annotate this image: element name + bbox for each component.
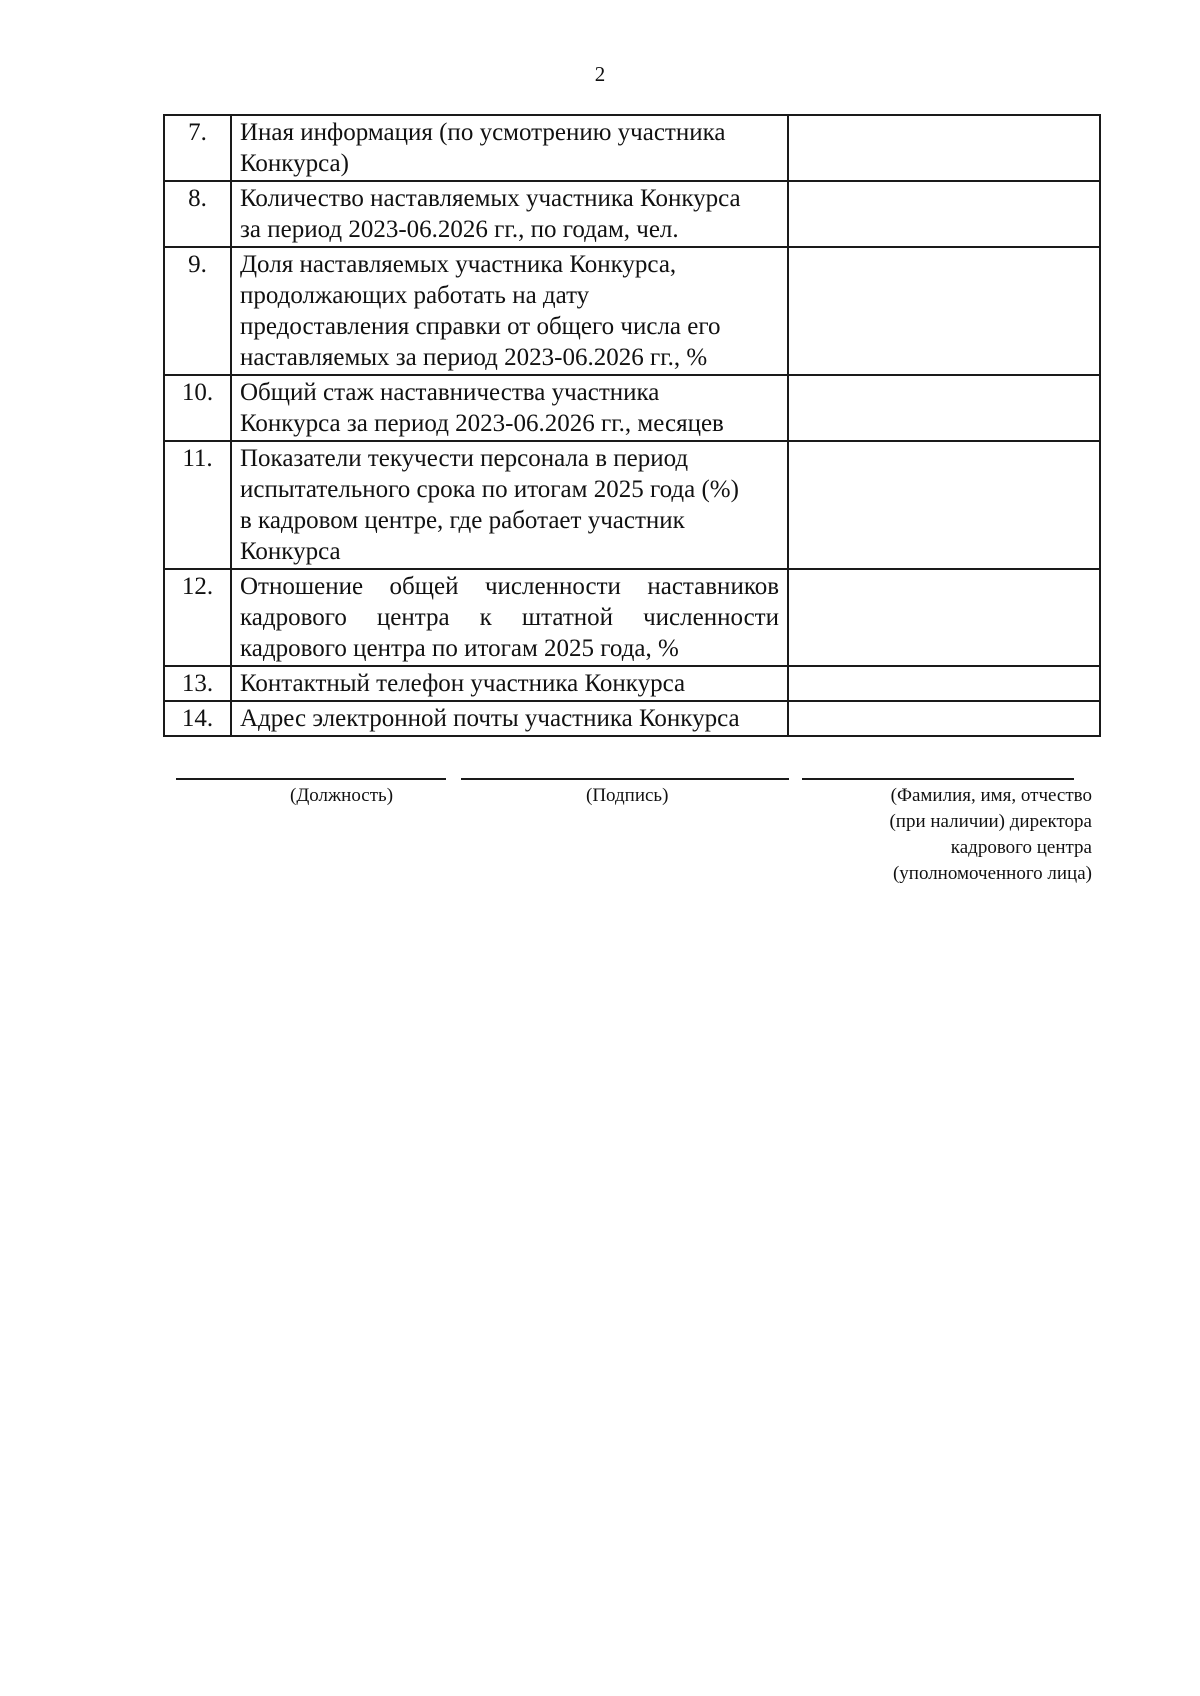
row-number: 7.	[164, 115, 231, 181]
table-row	[164, 569, 1100, 666]
row-number: 13.	[164, 666, 231, 701]
row-label: Адрес электронной почты участника Конкурса	[231, 701, 788, 736]
row-number: 14.	[164, 701, 231, 736]
table-row	[164, 375, 1100, 441]
position-caption: (Должность)	[290, 785, 394, 806]
table-row	[164, 701, 1100, 736]
row-value-cell[interactable]	[788, 115, 1100, 181]
row-value-cell[interactable]	[788, 247, 1100, 375]
row-label: Общий стаж наставничества участника Конкурса за период 2023-06.2026 гг., месяцев	[231, 375, 788, 441]
row-label: Контактный телефон участника Конкурса	[231, 666, 788, 701]
row-number: 10.	[164, 375, 231, 441]
table-row	[164, 666, 1100, 701]
table-row	[164, 441, 1100, 569]
position-signature-line[interactable]	[176, 778, 446, 780]
row-label: Количество наставляемых участника Конкурса за период 2023-06.2026 гг., по годам, чел.	[231, 181, 788, 247]
table-row	[164, 181, 1100, 247]
row-value-cell[interactable]	[788, 569, 1100, 666]
row-label: Иная информация (по усмотрению участника Конкурса)	[231, 115, 788, 181]
fio-caption: (Фамилия, имя, отчество (при наличии) директора кадрового центра (уполномоченного лица)	[889, 785, 1092, 884]
page-number: 2	[594, 62, 606, 86]
row-number: 11.	[164, 441, 231, 569]
row-number: 9.	[164, 247, 231, 375]
signature-caption: (Подпись)	[586, 785, 669, 806]
row-value-cell[interactable]	[788, 375, 1100, 441]
signature-line[interactable]	[461, 778, 789, 780]
row-label: Доля наставляемых участника Конкурса, продолжающих работать на дату предоставления справки от общего числа его наставляемых за период 2023-06.2026 гг., %	[231, 247, 788, 375]
row-number: 8.	[164, 181, 231, 247]
info-table	[163, 114, 1101, 737]
table-row	[164, 247, 1100, 375]
table-row	[164, 115, 1100, 181]
row-number: 12.	[164, 569, 231, 666]
row-value-cell[interactable]	[788, 701, 1100, 736]
row-value-cell[interactable]	[788, 441, 1100, 569]
row-value-cell[interactable]	[788, 181, 1100, 247]
row-label: Показатели текучести персонала в период испытательного срока по итогам 2025 года (%) в кадровом центре, где работает участник Конкурса	[231, 441, 788, 569]
row-value-cell[interactable]	[788, 666, 1100, 701]
row-label: Отношение общей численности наставников кадрового центра к штатной численности кадрового центра по итогам 2025 года, %	[231, 569, 788, 666]
fio-signature-line[interactable]	[802, 778, 1074, 780]
